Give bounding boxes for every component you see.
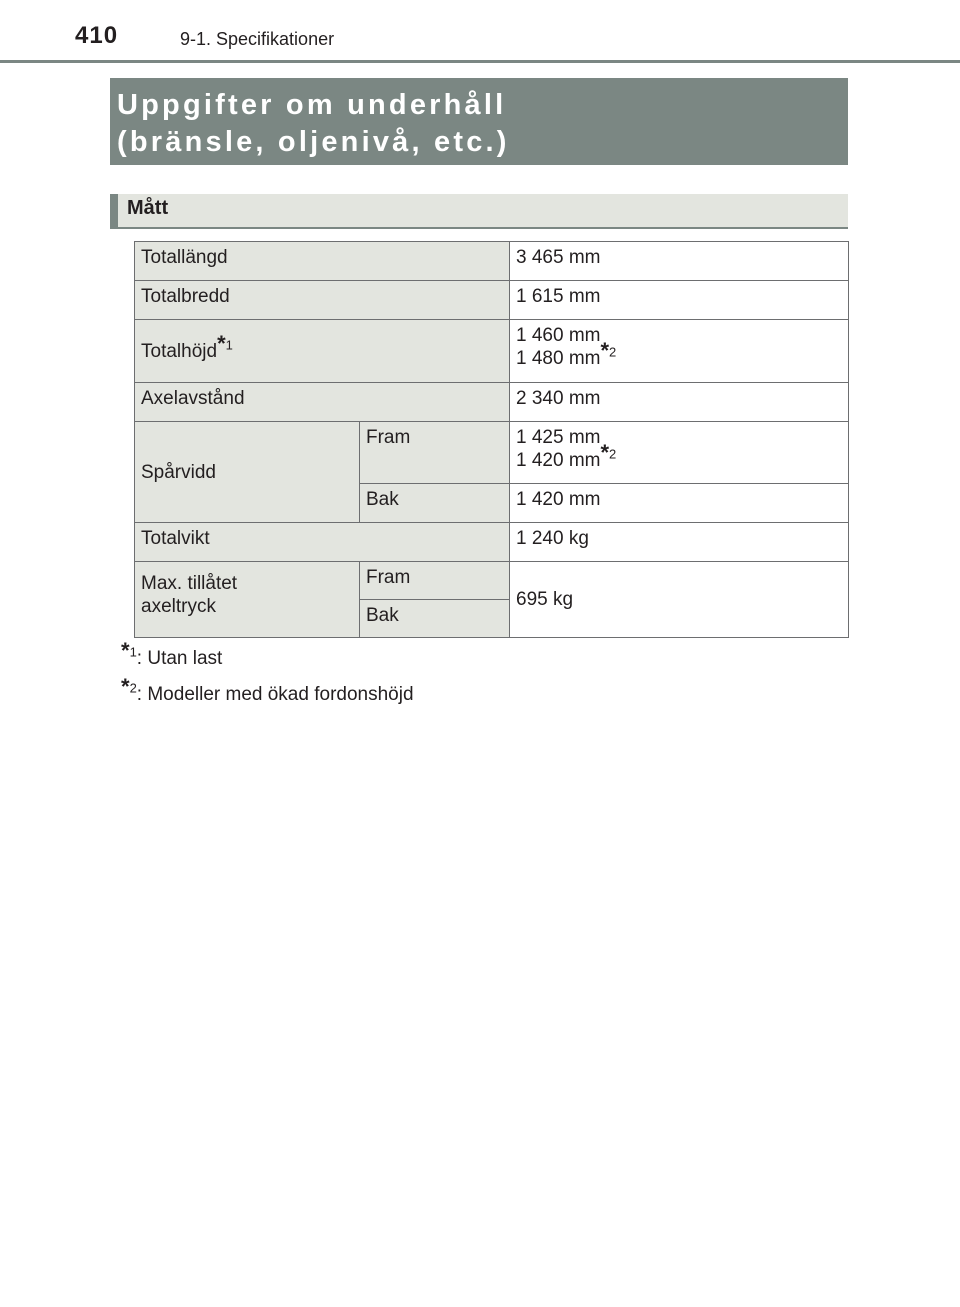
footnote-star: * — [217, 330, 226, 356]
row-value: 1 240 kg — [510, 523, 849, 562]
title-line-1: Uppgifter om underhåll — [117, 89, 507, 121]
row-value: 3 465 mm — [510, 242, 849, 281]
row-value: 1 615 mm — [510, 281, 849, 320]
value-text: 1 420 mm — [516, 450, 601, 471]
sub-label: Bak — [360, 484, 510, 523]
row-value: 1 420 mm — [510, 484, 849, 523]
sub-label: Bak — [360, 600, 510, 638]
label-line: axeltryck — [141, 596, 216, 617]
sub-label: Fram — [360, 562, 510, 600]
table-row — [135, 422, 849, 484]
row-label: Spårvidd — [135, 422, 360, 523]
value-line — [516, 440, 842, 472]
footnote-text: : Modeller med ökad fordonshöjd — [136, 684, 414, 705]
footnote-star: * — [600, 440, 610, 465]
sub-label: Fram — [360, 422, 510, 484]
table-row — [135, 242, 849, 281]
row-label: Axelavstånd — [135, 383, 510, 422]
table-row — [135, 523, 849, 562]
table-row — [135, 320, 849, 383]
page-number: 410 — [75, 22, 119, 49]
row-label — [135, 562, 360, 638]
table-row — [135, 562, 849, 600]
dimensions-table — [134, 241, 849, 638]
footnote-ref: 1 — [225, 337, 233, 353]
table-row — [135, 281, 849, 320]
title-box — [110, 78, 848, 165]
footnote-text: : Utan last — [136, 648, 223, 669]
row-label: Totalvikt — [135, 523, 510, 562]
row-value: 695 kg — [510, 562, 849, 638]
header-rule — [0, 60, 960, 63]
value-line: 1 460 mm — [516, 325, 601, 346]
footnote-star: * — [121, 638, 130, 663]
title-line-2: (bränsle, oljenivå, etc.) — [117, 126, 510, 158]
label-line: Max. tillåtet — [141, 573, 238, 594]
footnote — [121, 674, 414, 706]
value-line: 1 425 mm — [516, 427, 601, 448]
row-label — [135, 320, 510, 383]
section-header: 9-1. Specifikationer — [180, 29, 335, 49]
value-text: 1 480 mm — [516, 348, 601, 369]
row-label: Totallängd — [135, 242, 510, 281]
value-line — [516, 338, 842, 370]
row-value: 2 340 mm — [510, 383, 849, 422]
table-row — [135, 383, 849, 422]
row-value — [510, 320, 849, 383]
footnote — [121, 638, 223, 670]
footnote-number: 2 — [129, 680, 137, 696]
row-value — [510, 422, 849, 484]
row-label: Totalbredd — [135, 281, 510, 320]
footnote-ref: 2 — [609, 344, 617, 360]
label-text: Totalhöjd — [141, 340, 218, 362]
subsection-heading: Mått — [110, 194, 848, 229]
footnote-star: * — [121, 674, 130, 699]
footnote-ref: 2 — [609, 446, 617, 462]
footnote-star: * — [600, 338, 610, 363]
footnote-number: 1 — [129, 644, 137, 660]
